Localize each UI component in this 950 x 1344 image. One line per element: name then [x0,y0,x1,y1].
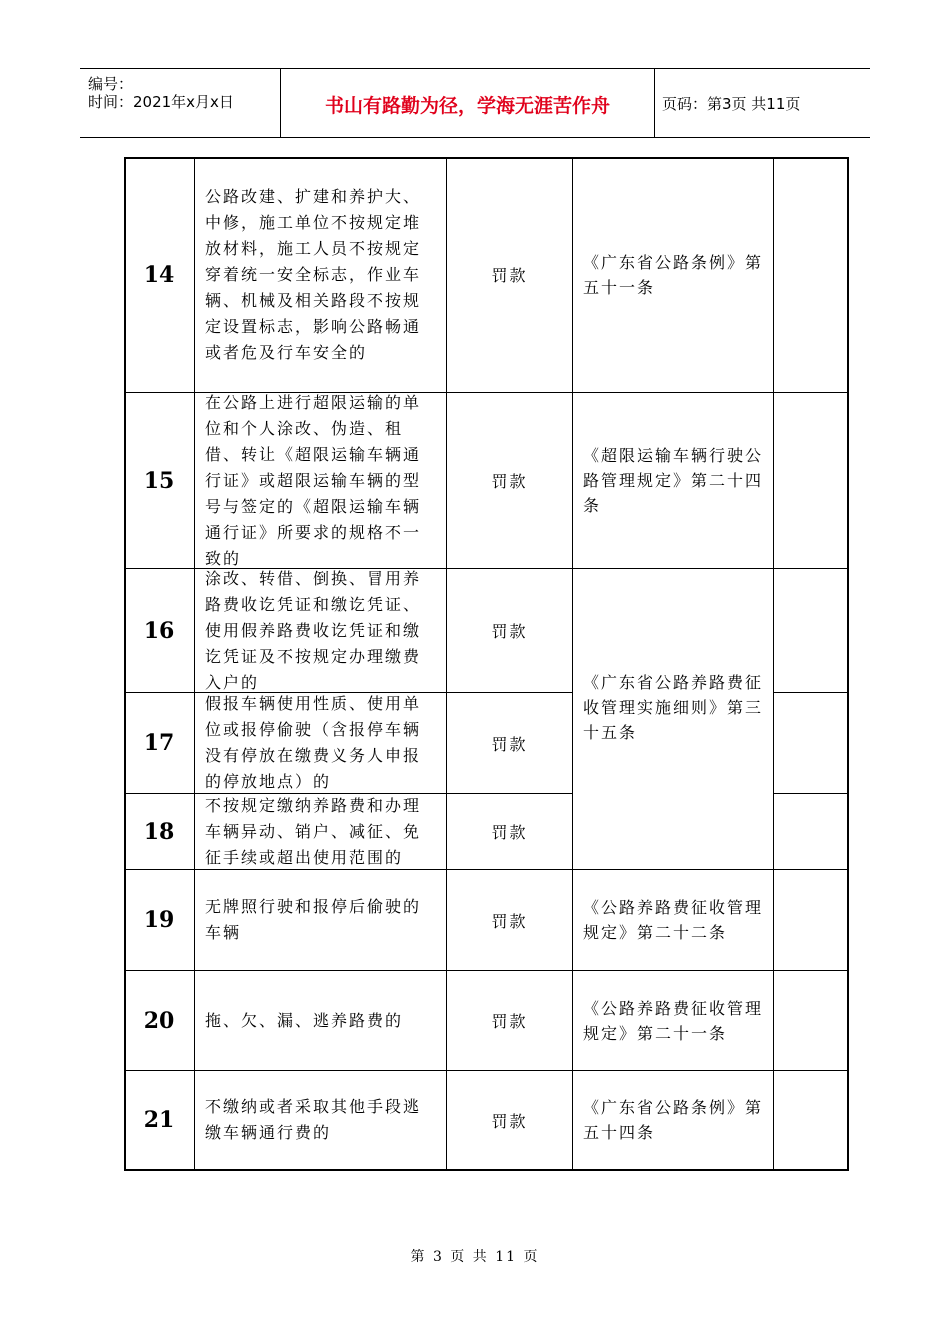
col-divider [773,157,774,1171]
row-number: 16 [143,617,175,644]
violation-description: 不缴纳或者采取其他手段逃缴车辆通行费的 [205,1097,422,1142]
penalty-table [124,157,849,1171]
row-divider [773,793,849,794]
violation-description: 公路改建、扩建和养护大、中修，施工单位不按规定堆放材料，施工人员不按规定穿着统一安全标志，作业车辆、机械及相关路段不按规定设置标志，影响公路畅通或者危及行车安全的 [205,187,422,362]
legal-basis: 《公路养路费征收管理规定》第二十一条 [583,998,764,1043]
penalty-type: 罚款 [491,734,528,754]
row-divider [773,692,849,693]
legal-basis: 《公路养路费征收管理规定》第二十二条 [583,898,764,942]
row-number: 15 [143,467,175,494]
legal-basis: 《广东省公路条例》第五十四条 [583,1098,764,1142]
header-meta [80,69,280,137]
row-number: 14 [143,261,175,288]
row-number: 18 [143,818,175,845]
violation-description: 无牌照行驶和报停后偷驶的车辆 [205,897,422,942]
row-number: 17 [143,730,175,756]
penalty-type: 罚款 [491,1111,528,1131]
page-header [80,68,870,138]
legal-basis-merged: 《广东省公路养路费征收管理实施细则》第三十五条 [583,672,764,742]
legal-basis: 《超限运输车辆行驶公路管理规定》第二十四条 [583,446,764,515]
page-footer: 第 3 页 共 11 页 [410,1249,540,1265]
penalty-type: 罚款 [491,266,528,285]
violation-description: 涂改、转借、倒换、冒用养路费收讫凭证和缴讫凭证、使用假养路费收讫凭证和缴讫凭证及不按规定办理缴费入户的 [205,568,422,692]
penalty-type: 罚款 [491,622,528,641]
document-number: 编号： [88,75,134,93]
header-motto: 书山有路勤为径，学海无涯苦作舟 [324,95,610,117]
header-page-cell [654,69,870,137]
header-motto-cell [280,69,655,137]
legal-basis: 《广东省公路条例》第五十一条 [583,252,764,297]
violation-description: 假报车辆使用性质、使用单位或报停偷驶（含报停车辆没有停放在缴费义务人申报的停放地点）的 [205,694,422,791]
penalty-type: 罚款 [491,911,528,931]
penalty-type: 罚款 [491,472,528,491]
row-number: 19 [143,907,175,933]
penalty-type: 罚款 [491,823,528,842]
violation-description: 不按规定缴纳养路费和办理车辆异动、销户、减征、免征手续或超出使用范围的 [205,795,422,867]
penalty-type: 罚款 [491,1012,528,1031]
violation-description: 在公路上进行超限运输的单位和个人涂改、伪造、租借、转让《超限运输车辆通行证》或超限运输车辆的型号与签定的《超限运输车辆通行证》所要求的规格不一致的 [205,392,422,568]
header-page-info: 页码：第3页 共11页 [662,95,801,113]
violation-description: 拖、欠、漏、逃养路费的 [205,1010,404,1030]
row-number: 20 [143,1007,175,1034]
document-date: 时间：2021年x月x日 [88,93,234,111]
row-number: 21 [143,1107,175,1133]
